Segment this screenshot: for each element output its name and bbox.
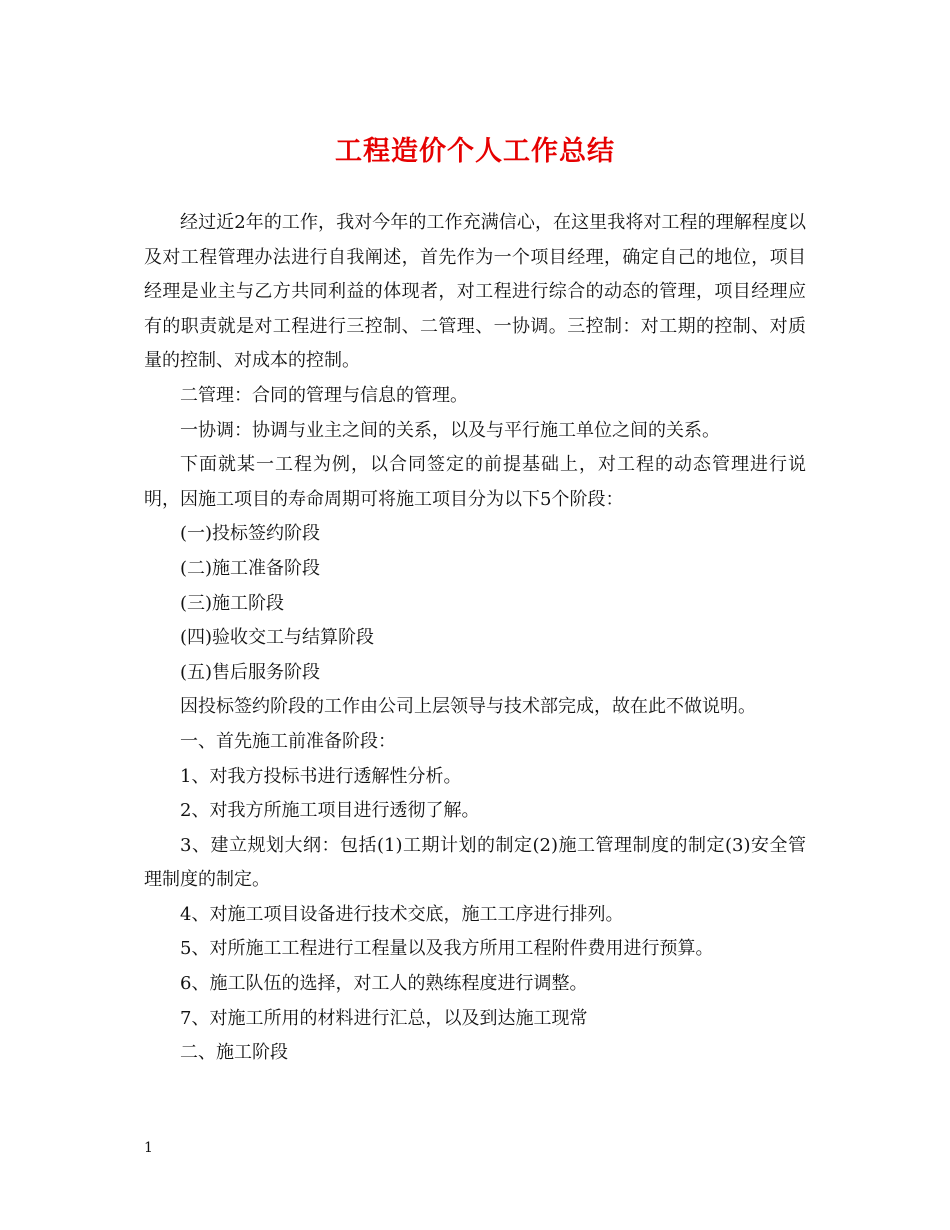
page-number: 1	[144, 1140, 153, 1156]
list-item-prep-2: 2、对我方所施工项目进行透彻了解。	[180, 800, 480, 822]
list-item-stage-4: (四)验收交工与结算阶段	[180, 627, 375, 649]
list-item-prep-7: 7、对施工所用的材料进行汇总，以及到达施工现常	[180, 1007, 588, 1029]
list-item-prep-4: 4、对施工项目设备进行技术交底，施工工序进行排列。	[180, 903, 624, 925]
paragraph-one-coordination: 一协调：协调与业主之间的关系，以及与平行施工单位之间的关系。	[180, 419, 720, 441]
list-item-stage-2: (二)施工准备阶段	[180, 557, 321, 579]
list-item-prep-5: 5、对所施工工程进行工程量以及我方所用工程附件费用进行预算。	[180, 938, 714, 960]
document-title: 工程造价个人工作总结	[335, 136, 615, 167]
list-item-prep-3: 3、建立规划大纲：包括(1)工期计划的制定(2)施工管理制度的制定(3)安全管理制度的制定。	[144, 834, 806, 891]
list-item-prep-6: 6、施工队伍的选择，对工人的熟练程度进行调整。	[180, 973, 588, 995]
document-body	[144, 206, 806, 1071]
paragraph-bidding-note: 因投标签约阶段的工作由公司上层领导与技术部完成，故在此不做说明。	[180, 696, 756, 718]
list-item-stage-3: (三)施工阶段	[180, 592, 285, 614]
list-item-prep-1: 1、对我方投标书进行透解性分析。	[180, 765, 462, 787]
paragraph-intro: 经过近2年的工作，我对今年的工作充满信心，在这里我将对工程的理解程度以及对工程管理办法进行自我阐述，首先作为一个项目经理，确定自己的地位，项目经理是业主与乙方共同利益的体现者，对工程进行综合的动态的管理，项目经理应有的职责就是对工程进行三控制、二管理、一协调。三控制：对工期的控制、对质量的控制、对成本的控制。	[144, 212, 806, 372]
list-item-stage-1: (一)投标签约阶段	[180, 523, 321, 545]
list-item-stage-5: (五)售后服务阶段	[180, 661, 321, 683]
paragraph-example: 下面就某一工程为例，以合同签定的前提基础上，对工程的动态管理进行说明，因施工项目的寿命周期可将施工项目分为以下5个阶段：	[144, 454, 806, 510]
section-heading-preparation: 一、首先施工前准备阶段：	[180, 730, 396, 752]
section-heading-construction: 二、施工阶段	[180, 1042, 288, 1064]
paragraph-two-management: 二管理：合同的管理与信息的管理。	[180, 384, 468, 406]
